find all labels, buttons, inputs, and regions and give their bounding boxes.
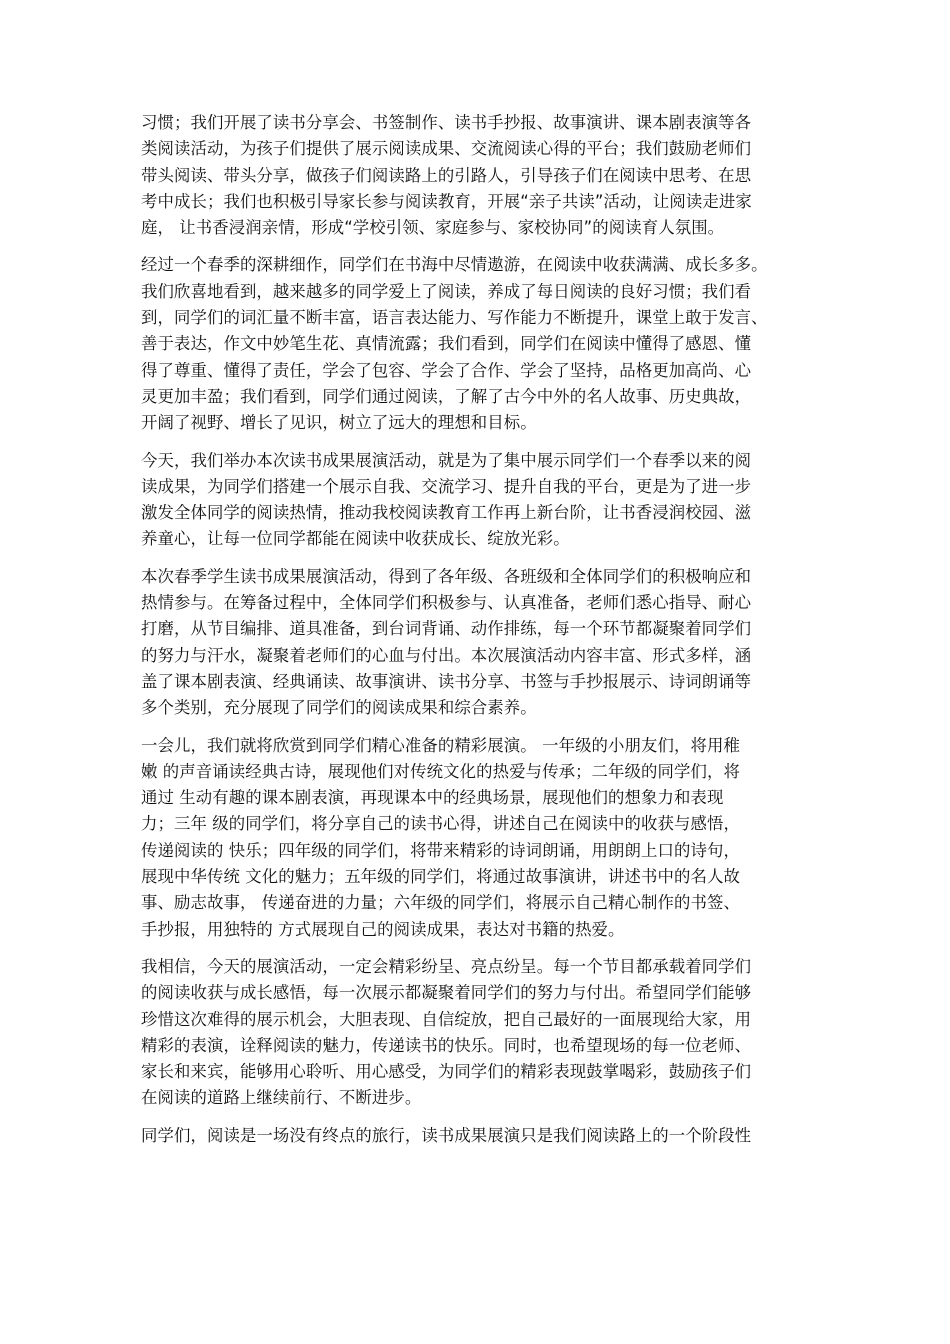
paragraph-spring-results [141, 252, 841, 436]
text-line: 到，同学们的词汇量不断丰富，语言表达能力、写作能力不断提升，课堂上敢于发言、 [141, 308, 768, 328]
text-line: 本次春季学生读书成果展演活动，得到了各年级、各班级和全体同学们的积极响应和 [141, 566, 752, 586]
text-line: 精彩的表演，诠释阅读的魅力，传递读书的快乐。同时，也希望现场的每一位老师、 [141, 1035, 752, 1055]
text-line: 我们欣喜地看到，越来越多的同学爱上了阅读，养成了每日阅读的良好习惯；我们看 [141, 281, 752, 301]
text-line: 读成果，为同学们搭建一个展示自我、交流学习、提升自我的平台，更是为了进一步 [141, 476, 752, 496]
text-line: 珍惜这次难得的展示机会，大胆表现、自信绽放，把自己最好的一面展现给大家，用 [141, 1009, 752, 1029]
text-line: 热情参与。在筹备过程中，全体同学们积极参与、认真准备，老师们悉心指导、耐心 [141, 593, 752, 613]
text-line: 家长和来宾，能够用心聆听、用心感受，为同学们的精彩表现鼓掌喝彩，鼓励孩子们 [141, 1062, 752, 1082]
text-line: 事、励志故事， 传递奋进的力量；六年级的同学们，将展示自己精心制作的书签、 [141, 893, 740, 913]
paragraph-performance-preview [141, 733, 841, 943]
paragraph-preparation [141, 564, 841, 722]
text-line: 在阅读的道路上继续前行、不断进步。 [141, 1088, 422, 1108]
text-line: 善于表达，作文中妙笔生花、真情流露；我们看到，同学们在阅读中懂得了感恩、懂 [141, 334, 752, 354]
text-line: 我相信，今天的展演活动，一定会精彩纷呈、亮点纷呈。每一个节目都承载着同学们 [141, 956, 752, 976]
text-line: 手抄报，用独特的 方式展现自己的阅读成果，表达对书籍的热爱。 [141, 919, 625, 939]
text-line: 激发全体同学的阅读热情，推动我校阅读教育工作再上新台阶，让书香浸润校园、滋 [141, 503, 752, 523]
text-line: 得了尊重、懂得了责任，学会了包容、学会了合作、学会了坚持，品格更加高尚、心 [141, 360, 752, 380]
text-line: 传递阅读的 快乐；四年级的同学们，将带来精彩的诗词朗诵，用朗朗上口的诗句， [141, 840, 740, 860]
text-line: 一会儿，我们就将欣赏到同学们精心准备的精彩展演。 一年级的小朋友们，将用稚 [141, 735, 740, 755]
text-line: 灵更加丰盈；我们看到，同学们通过阅读，了解了古今中外的名人故事、历史典故， [141, 386, 752, 406]
text-line: 的阅读收获与成长感悟，每一次展示都凝聚着同学们的努力与付出。希望同学们能够 [141, 983, 752, 1003]
text-line: 考中成长；我们也积极引导家长参与阅读教育，开展“亲子共读”活动，让阅读走进家 [141, 191, 752, 211]
text-line: 嫩 的声音诵读经典古诗，展现他们对传统文化的热爱与传承；二年级的同学们，将 [141, 761, 740, 781]
text-line: 开阔了视野、增长了见识，树立了远大的理想和目标。 [141, 413, 537, 433]
text-line: 展现中华传统 文化的魅力；五年级的同学们，将通过故事演讲，讲述书中的名人故 [141, 867, 740, 887]
text-line: 盖了课本剧表演、经典诵读、故事演讲、读书分享、书签与手抄报展示、诗词朗诵等 [141, 671, 752, 691]
text-line: 多个类别，充分展现了同学们的阅读成果和综合素养。 [141, 698, 537, 718]
text-line: 通过 生动有趣的课本剧表演，再现课本中的经典场景，展现他们的想象力和表现 [141, 788, 724, 808]
text-line: 的努力与汗水，凝聚着老师们的心血与付出。本次展演活动内容丰富、形式多样，涵 [141, 645, 752, 665]
text-line: 庭， 让书香浸润亲情，形成“学校引领、家庭参与、家校协同”的阅读育人氛围。 [141, 218, 725, 238]
text-line: 力；三年 级的同学们，将分享自己的读书心得，讲述自己在阅读中的收获与感悟， [141, 814, 740, 834]
text-line: 养童心，让每一位同学都能在阅读中收获成长、绽放光彩。 [141, 529, 570, 549]
text-line: 今天，我们举办本次读书成果展演活动，就是为了集中展示同学们一个春季以来的阅 [141, 450, 752, 470]
document-body [141, 110, 841, 1160]
paragraph-expectations [141, 954, 841, 1112]
text-line: 带头阅读、带头分享，做孩子们阅读路上的引路人，引导孩子们在阅读中思考、在思 [141, 165, 752, 185]
text-line: 同学们，阅读是一场没有终点的旅行，读书成果展演只是我们阅读路上的一个阶段性 [141, 1125, 752, 1145]
paragraph-closing [141, 1123, 841, 1149]
paragraph-reading-activities [141, 110, 841, 241]
text-line: 类阅读活动，为孩子们提供了展示阅读成果、交流阅读心得的平台；我们鼓励老师们 [141, 139, 752, 159]
paragraph-event-purpose [141, 448, 841, 553]
text-line: 习惯；我们开展了读书分享会、书签制作、读书手抄报、故事演讲、课本剧表演等各 [141, 113, 752, 132]
text-line: 打磨，从节目编排、道具准备，到台词背诵、动作排练，每一个环节都凝聚着同学们 [141, 619, 752, 639]
text-line: 经过一个春季的深耕细作，同学们在书海中尽情遨游，在阅读中收获满满、成长多多。 [141, 255, 768, 275]
